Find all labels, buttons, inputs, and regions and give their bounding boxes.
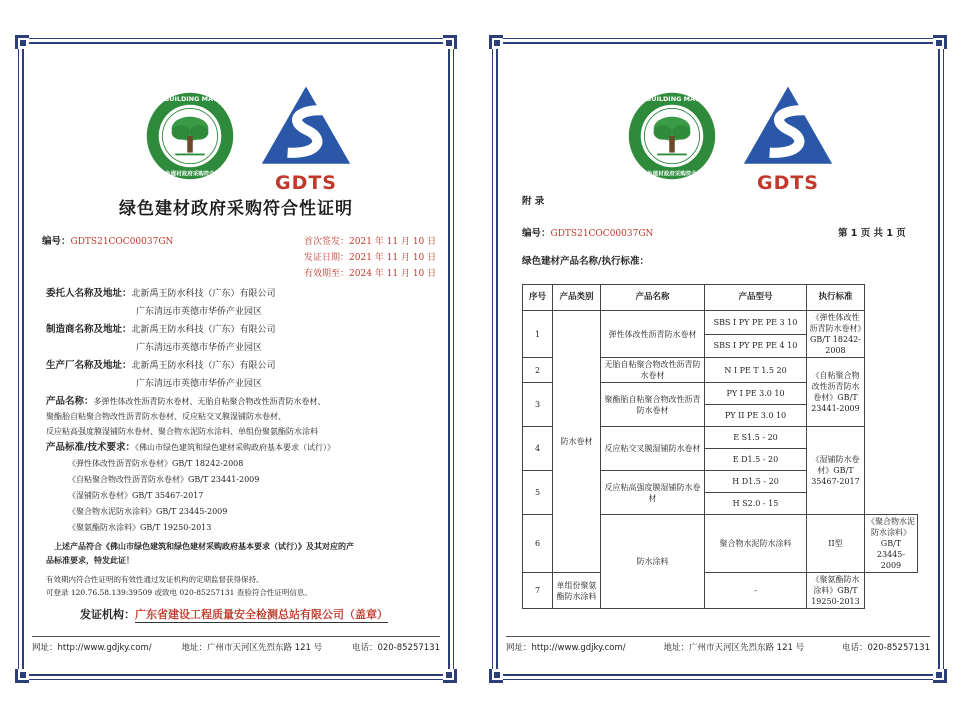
logo-ring-text: GREEN BUILDING MATERIALS [137, 95, 243, 104]
product-names-line3: 反应粘高强度膜湿铺防水卷材、聚合物水泥防水涂料、单组份聚氨酯防水涂料 [46, 427, 318, 436]
category-cell: 防水卷材 [553, 311, 601, 573]
column-header: 执行标准 [807, 285, 865, 311]
product-name: 反应粘交叉膜湿铺防水卷材 [601, 427, 705, 471]
issuer-name: 广东省建设工程质量安全检测总站有限公司（盖章） [135, 608, 388, 621]
standard-cell: 《湿铺防水卷材》GB/T 35467-2017 [807, 427, 865, 515]
column-header: 序号 [523, 285, 553, 311]
product-model: PY I PE 3.0 10 [705, 383, 807, 405]
date-issued: 发证日期：2021 年 11 月 10 日 [304, 253, 437, 263]
issuer [80, 606, 388, 622]
logo-ring-text: GREEN BUILDING MATERIALS [619, 95, 725, 104]
frame-corner [15, 35, 29, 49]
product-model: H S2.0 - 15 [705, 493, 807, 515]
footer-website: 网址：http://www.gdjky.com/ [32, 643, 152, 653]
product-model: II型 [807, 515, 865, 573]
standard-item: 《弹性体改性沥青防水卷材》GB/T 18242-2008 [68, 459, 244, 468]
product-standard: 产品标准/技术要求：《佛山市绿色建筑和绿色建材采购政府基本要求（试行）》 [46, 442, 335, 453]
product-model: SBS I PY PE PE 3 10 [705, 311, 807, 335]
page-footer [32, 636, 440, 653]
frame-corner [443, 669, 457, 683]
logo-ring-text-bottom: 绿色建材政府采购符合性 [159, 171, 221, 178]
standard-item: 《聚氨酯防水涂料》GB/T 19250-2013 [68, 523, 212, 532]
product-names-line2: 聚酯胎自粘聚合物改性沥青防水卷材、反应粘交叉膜湿铺防水卷材、 [46, 412, 286, 421]
annex-subtitle: 绿色建材产品名称/执行标准： [522, 256, 649, 267]
annex-title: 附 录 [522, 196, 545, 207]
gdts-logo [260, 84, 352, 194]
number-label: 编号： [42, 236, 71, 247]
standard-cell: 《弹性体改性沥青防水卷材》GB/T 18242-2008 [807, 311, 865, 358]
logo-ring-text-bottom: 绿色建材政府采购符合性 [641, 171, 703, 178]
product-name: 聚合物水泥防水涂料 [705, 515, 807, 573]
verify-note: 可登录 120.76.58.139:39509 或致电 020-85257131 查验符合性证明信息。 [46, 588, 312, 597]
frame-corner [489, 669, 503, 683]
product-name: 无胎自粘聚合物改性沥青防水卷材 [601, 358, 705, 383]
gdts-wordmark: GDTS [756, 172, 819, 194]
product-model: N I PE T 1.5 20 [705, 358, 807, 383]
column-header: 产品名称 [601, 285, 705, 311]
frame-corner [443, 35, 457, 49]
footer-phone: 电话：020-85257131 [351, 643, 440, 653]
standard-cell: 《聚合物水泥防水涂料》GB/T 23445-2009 [864, 515, 917, 573]
frame-corner [933, 35, 947, 49]
product-name: 单组份聚氨酯防水涂料 [553, 573, 601, 609]
column-header: 产品型号 [705, 285, 807, 311]
footer-website: 网址：http://www.gdjky.com/ [506, 643, 626, 653]
annex-page [496, 42, 940, 676]
product-name: 反应粘高强度膜湿铺防水卷材 [601, 471, 705, 515]
client-address: 广东清远市英德市华侨产业园区 [136, 307, 263, 317]
product-model: PY II PE 3.0 10 [705, 405, 807, 427]
product-name: 弹性体改性沥青防水卷材 [601, 311, 705, 358]
certificate-title: 绿色建材政府采购符合性证明 [119, 199, 353, 219]
footer-address: 地址：广州市天河区先烈东路 121 号 [663, 643, 805, 653]
factory-info: 生产厂名称及地址：北新禹王防水科技（广东）有限公司 [46, 360, 276, 371]
table-header-row [523, 285, 918, 311]
footer-phone: 电话：020-85257131 [841, 643, 930, 653]
product-model: E D1.5 - 20 [705, 449, 807, 471]
product-model: H D1.5 - 20 [705, 471, 807, 493]
standard-cell: 《聚氨酯防水涂料》GB/T 19250-2013 [807, 573, 865, 609]
row-number: 3 [523, 383, 553, 427]
conclusion-line2: 品标准要求，特发此证！ [46, 555, 134, 565]
date-valid-until: 有效期至：2024 年 11 月 10 日 [304, 269, 437, 279]
frame-corner [15, 669, 29, 683]
issuer-label: 发证机构： [80, 608, 135, 621]
gdts-logo [742, 84, 834, 194]
client-info: 委托人名称及地址：北新禹王防水科技（广东）有限公司 [46, 288, 276, 299]
number-value: GDTS21COC00037GN [70, 237, 174, 247]
row-number: 6 [523, 515, 553, 573]
row-number: 1 [523, 311, 553, 358]
product-model: - [705, 573, 807, 609]
row-number: 2 [523, 358, 553, 383]
green-building-logo [137, 90, 243, 182]
frame-corner [489, 35, 503, 49]
standard-item: 《自粘聚合物改性沥青防水卷材》GB/T 23441-2009 [68, 475, 260, 484]
product-name: 聚酯胎自粘聚合物改性沥青防水卷材 [601, 383, 705, 427]
page-indicator: 第 1 页 共 1 页 [838, 228, 906, 239]
green-building-logo [619, 90, 725, 182]
conclusion: 上述产品符合《佛山市绿色建筑和绿色建材采购政府基本要求（试行）》及其对应的产 [54, 541, 354, 551]
product-names: 产品名称：多弹性体改性沥青防水卷材、无胎自粘聚合物改性沥青防水卷材、 [46, 396, 326, 407]
row-number: 4 [523, 427, 553, 471]
column-header: 产品类别 [553, 285, 601, 311]
table-row [523, 311, 918, 335]
factory-address: 广东清远市英德市华侨产业园区 [136, 379, 263, 389]
annex-number: 编号：GDTS21COC00037GN [522, 228, 654, 239]
manufacturer-info: 制造商名称及地址：北新禹王防水科技（广东）有限公司 [46, 324, 276, 335]
date-first-issue: 首次签发：2021 年 11 月 10 日 [304, 237, 437, 247]
gdts-wordmark: GDTS [274, 172, 337, 194]
validity-note: 有效期内符合性证明的有效性通过发证机构的定期监督获得保持。 [46, 575, 264, 584]
standard-cell: 《自粘聚合物改性沥青防水卷材》GB/T 23441-2009 [807, 358, 865, 427]
standard-item: 《聚合物水泥防水涂料》GB/T 23445-2009 [68, 507, 228, 516]
product-model: E S1.5 - 20 [705, 427, 807, 449]
certificate-number [42, 236, 173, 248]
product-model: SBS I PY PE PE 4 10 [705, 334, 807, 358]
row-number: 5 [523, 471, 553, 515]
footer-address: 地址：广州市天河区先烈东路 121 号 [181, 643, 323, 653]
page-footer [506, 636, 930, 653]
certificate-page [22, 42, 450, 676]
standard-item: 《湿铺防水卷材》GB/T 35467-2017 [68, 491, 204, 500]
frame-corner [933, 669, 947, 683]
row-number: 7 [523, 573, 553, 609]
manufacturer-address: 广东清远市英德市华侨产业园区 [136, 343, 263, 353]
category-cell: 防水涂料 [601, 515, 705, 609]
table-row [523, 573, 918, 609]
product-table [522, 284, 918, 609]
